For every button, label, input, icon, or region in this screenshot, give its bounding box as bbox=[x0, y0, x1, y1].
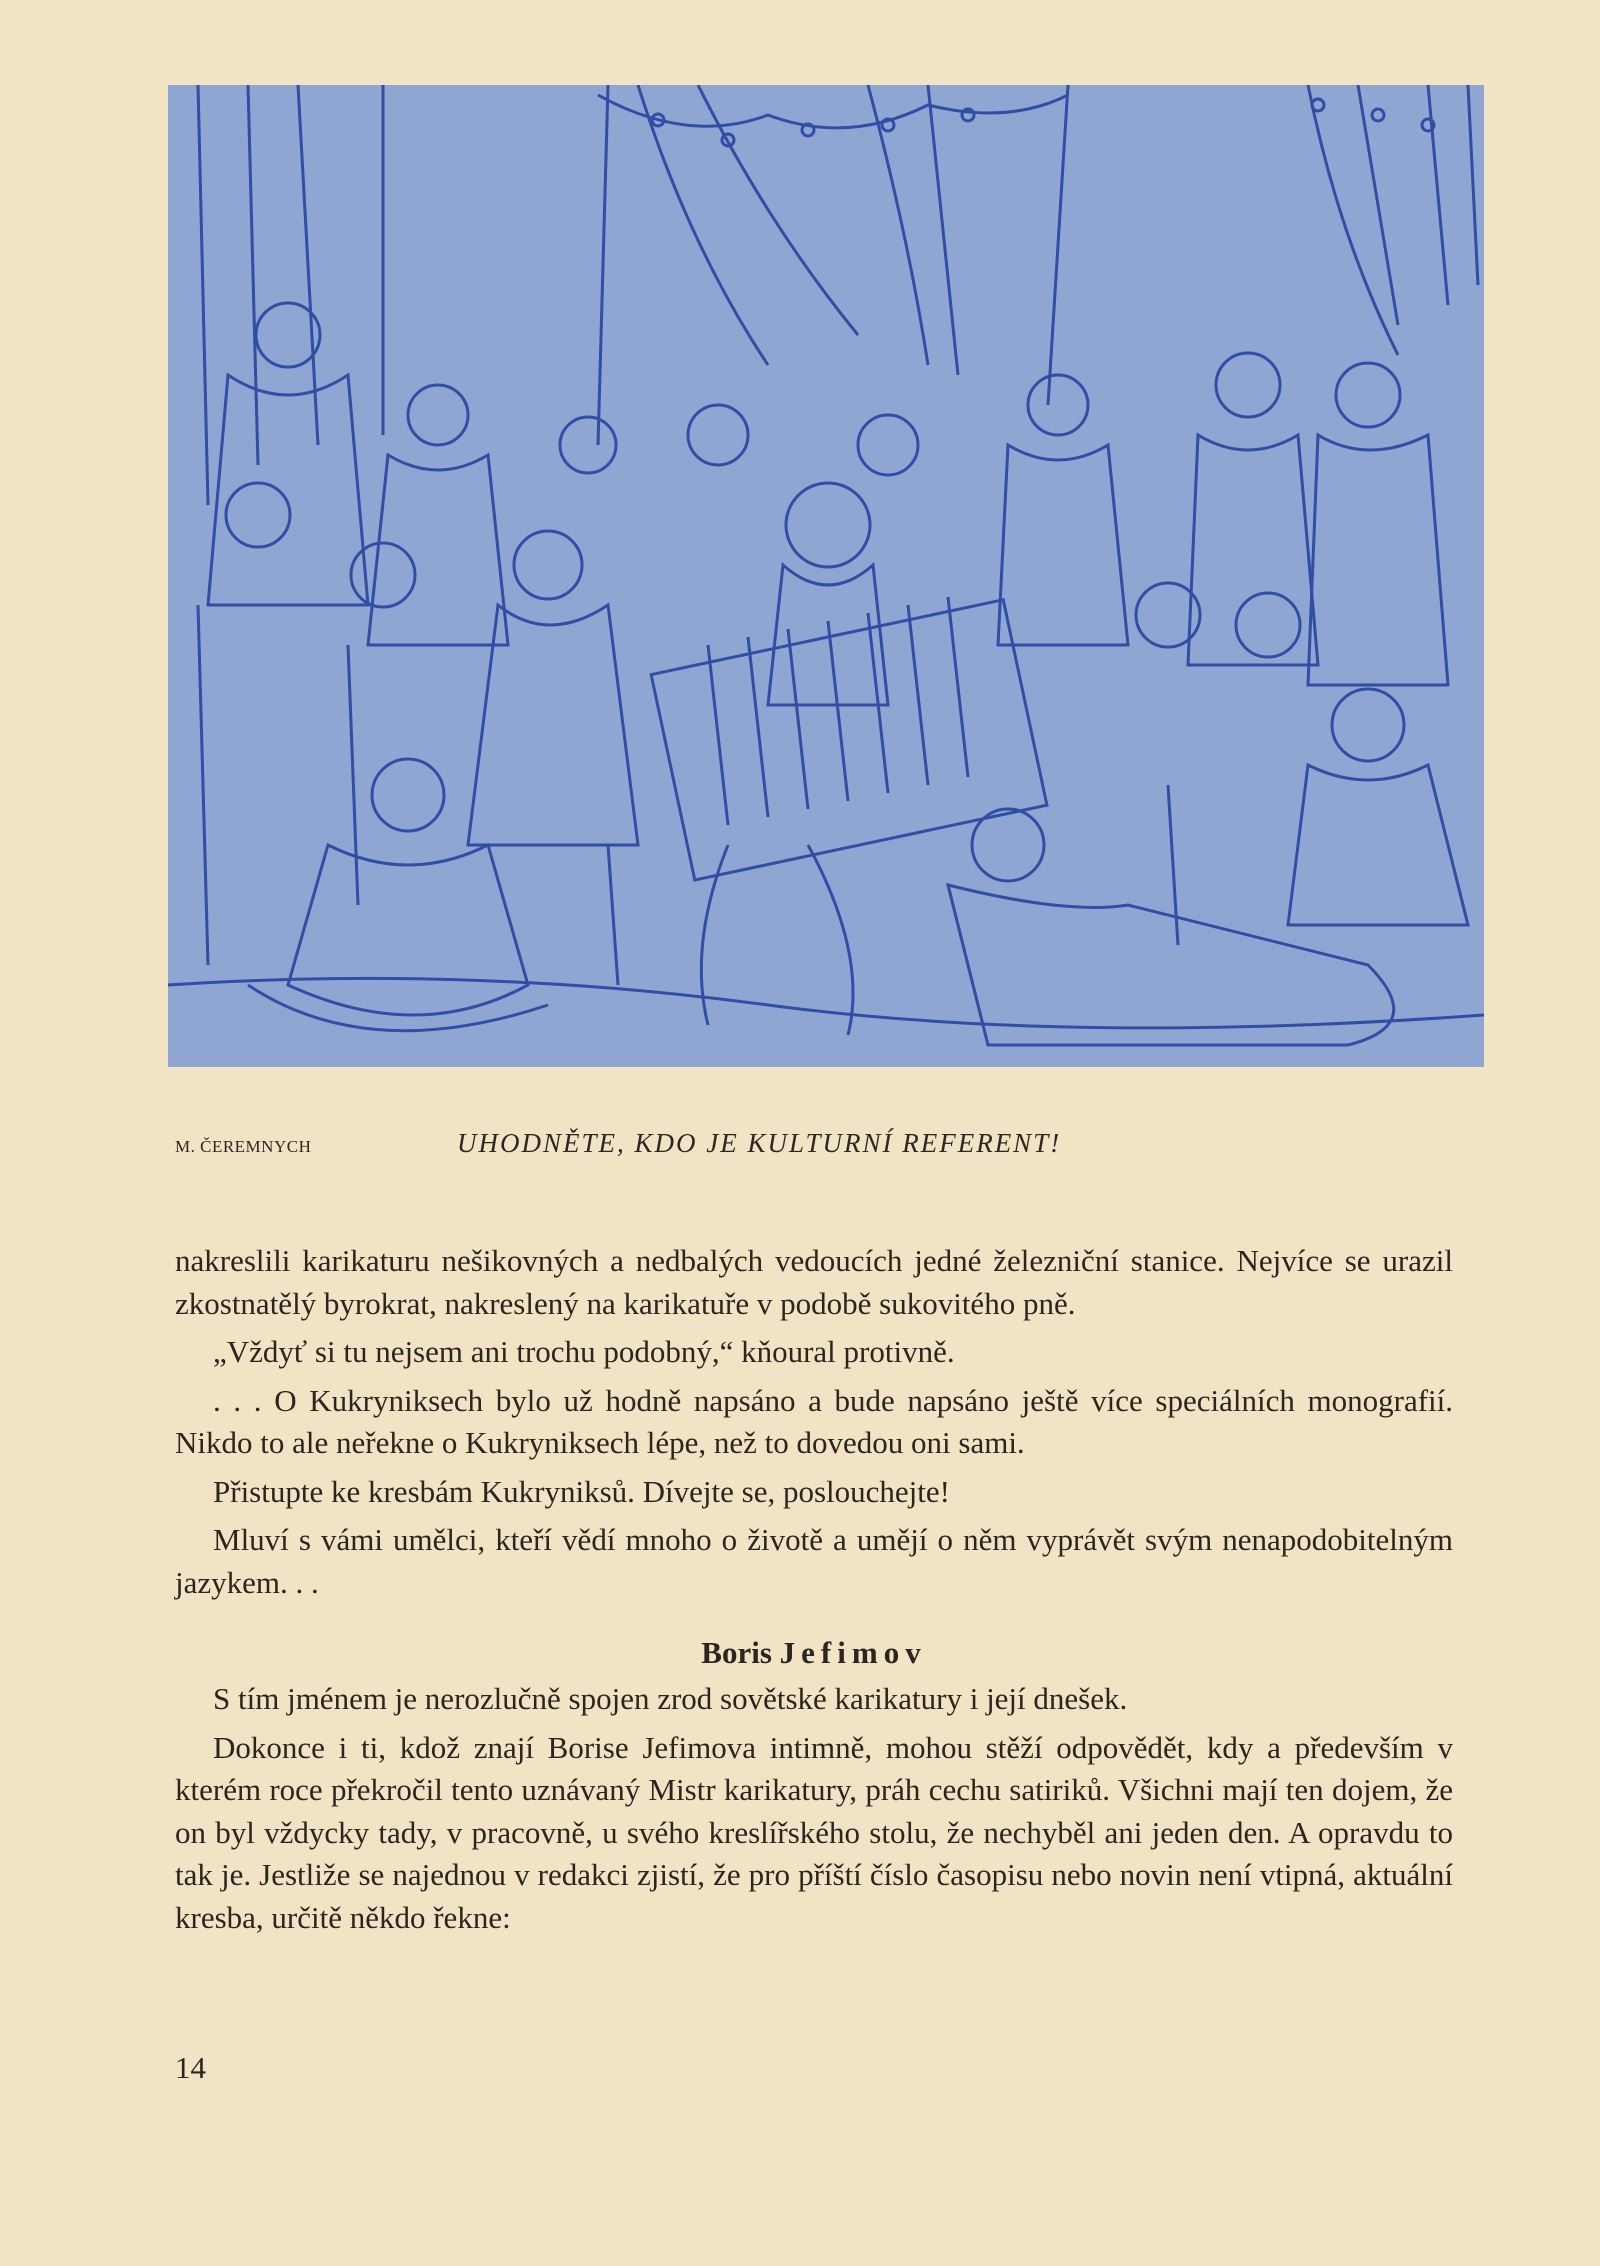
page-number: 14 bbox=[175, 2050, 206, 2085]
paragraph: Mluví s vámi umělci, kteří vědí mnoho o životě a umějí o něm vyprávět svým nenapodobitelným jazykem. . . bbox=[175, 1522, 1453, 1600]
paragraph: S tím jménem je nerozlučně spojen zrod sovětské karikatury i její dnešek. bbox=[213, 1681, 1128, 1716]
paragraph: Dokonce i ti, kdož znají Borise Jefimova intimně, mohou stěží odpovědět, kdy a především v kterém roce překročil tento uznávaný Mistr karikatury, práh cechu satiriků. Všichni mají ten dojem, že on byl vždycky tady, v pracovně, u svého kreslířského stolu, že nechyběl ani jeden den. A opravdu to tak je. Jestliže se najednou v redakci zjistí, že pro příští číslo časopisu nebo novin není vtipná, aktuální kresba, určitě někdo řekne: bbox=[175, 1729, 1453, 1935]
caption-artist: M. ČEREMNYCH bbox=[175, 1137, 312, 1156]
caption-title: UHODNĚTE, KDO JE KULTURNÍ REFERENT! bbox=[457, 1128, 1062, 1158]
heading-last-name: Jefimov bbox=[779, 1635, 927, 1670]
paragraph: nakreslili karikaturu nešikovných a nedbalých vedoucích jedné železniční stanice. Nejvíce se urazil zkostnatělý byrokrat, nakreslený na karikatuře v podobě sukovitého pně. bbox=[175, 1243, 1453, 1321]
paragraph: Přistupte ke kresbám Kukryniksů. Dívejte se, poslouchejte! bbox=[213, 1473, 950, 1509]
cartoon-illustration bbox=[168, 85, 1484, 1067]
illustration-caption bbox=[175, 1128, 1275, 1168]
paragraph: . . . O Kukryniksech bylo už hodně napsáno a bude napsáno ještě více speciálních monografií. Nikdo to ale neřekne o Kukryniksech lépe, než to dovedou oni sami. bbox=[175, 1382, 1453, 1460]
heading-first-name: Boris bbox=[701, 1635, 772, 1670]
paragraph: „Vždyť si tu nejsem ani trochu podobný,“ kňoural protivně. bbox=[213, 1334, 955, 1369]
body-text bbox=[175, 1240, 1453, 1939]
cartoon-drawing bbox=[168, 85, 1484, 1067]
section-heading bbox=[175, 1632, 1453, 1674]
